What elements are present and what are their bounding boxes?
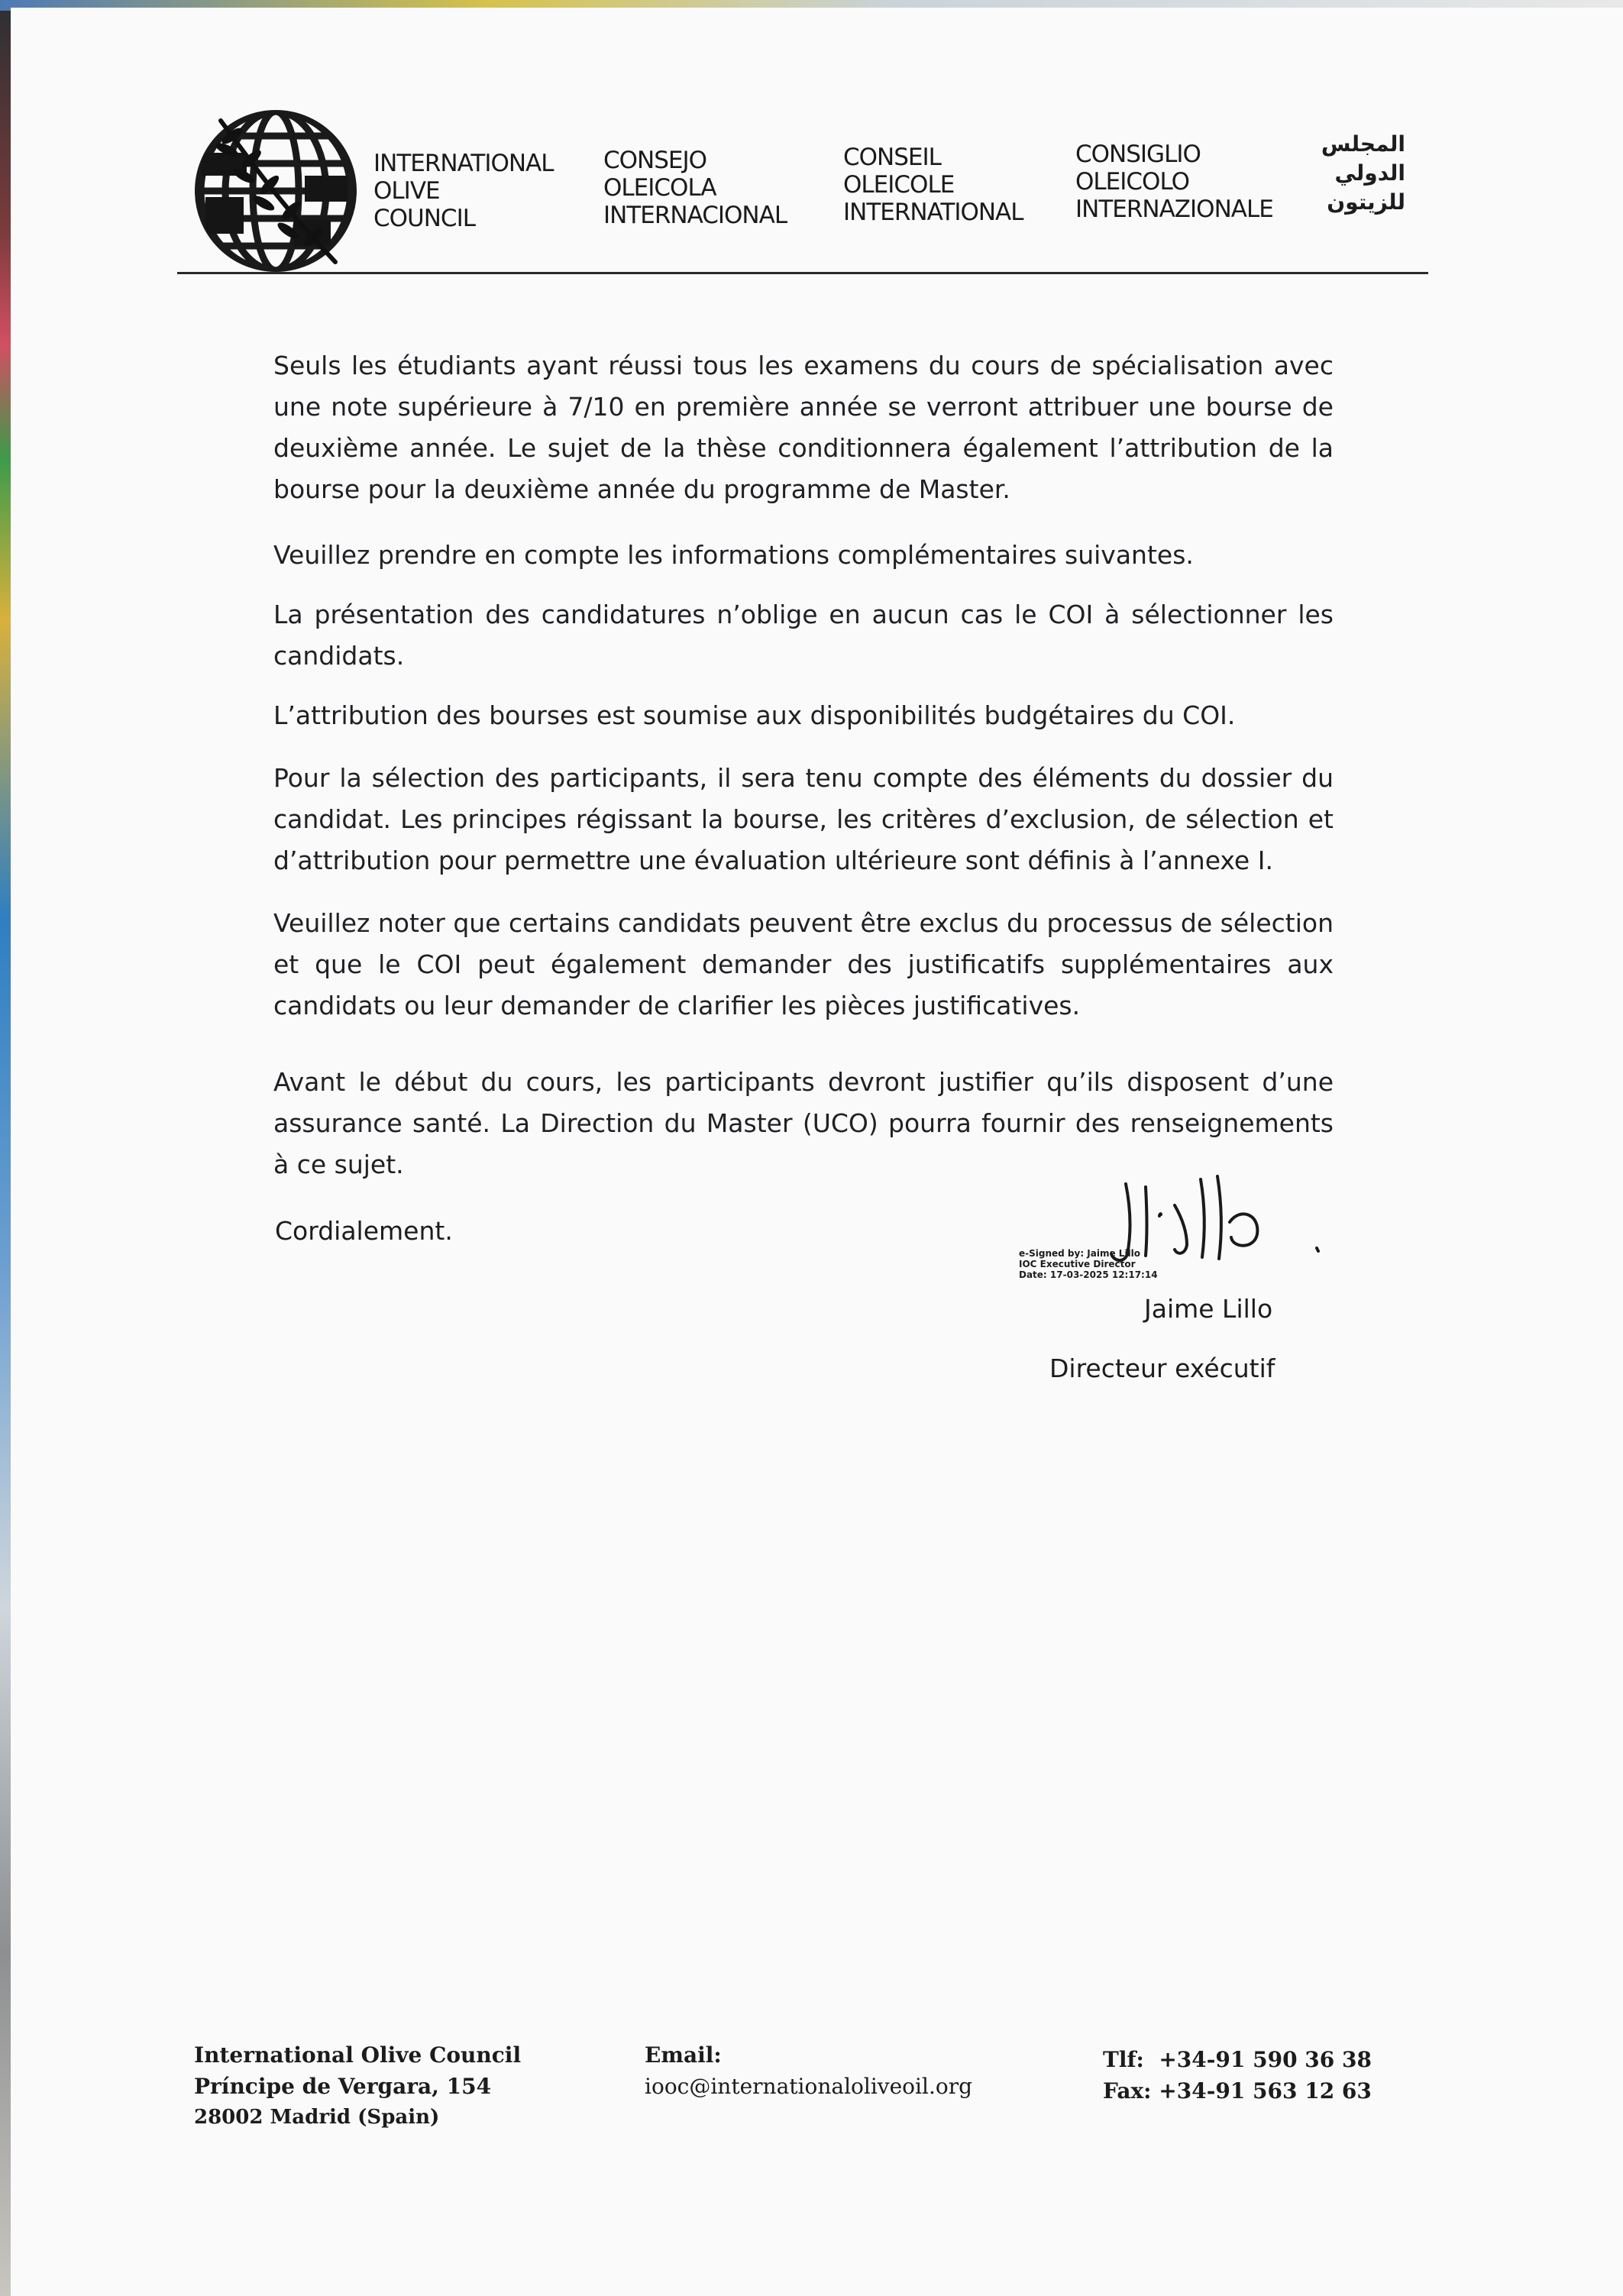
footer-email: Email: iooc@internationaloliveoil.org [645, 2042, 973, 2099]
paragraph-selection-criteria: Pour la sélection des participants, il sera tenu compte des éléments du dossier du candidat. Les principes régissant la bourse, les critères d’exclusion, de sélection et d’attribution pour permettre une évaluation ultérieure sont définis à l’annexe I. [273, 763, 1334, 875]
paragraph-no-obligation: La présentation des candidatures n’oblige en aucun cas le COI à sélectionner les candidats. [273, 600, 1334, 671]
paragraph-additional-info: Veuillez prendre en compte les informations complémentaires suivantes. [273, 540, 1194, 570]
footer-address: International Olive Council Príncipe de Vergara, 154 28002 Madrid (Spain) [194, 2042, 522, 2129]
paragraph-scholarship-conditions: Seuls les étudiants ayant réussi tous les examens du cours de spécialisation avec une note supérieure à 7/10 en première année se verront attribuer une bourse de deuxième année. Le sujet de la thèse conditionnera également l’attribution de la bourse pour la deuxième année du programme de Master. [273, 351, 1334, 504]
footer-phone-fax: Tlf: +34-91 590 36 38 Fax: +34-91 563 12 63 [1103, 2047, 1372, 2104]
desk-background-left [0, 0, 11, 2296]
header-divider [177, 272, 1428, 274]
paragraph-health-insurance: Avant le début du cours, les participants devront justifier qu’ils disposent d’une assurance santé. La Direction du Master (UCO) pourra fournir des renseignements à ce sujet. [273, 1067, 1334, 1179]
header-italian-name: CONSIGLIO OLEICOLO INTERNAZIONALE [1075, 141, 1273, 223]
header-english-name: INTERNATIONAL OLIVE COUNCIL [373, 150, 554, 232]
closing-salutation: Cordialement. [275, 1216, 453, 1246]
signer-title: Directeur exécutif [1049, 1353, 1275, 1383]
signer-name: Jaime Lillo [1144, 1294, 1273, 1324]
paragraph-budget: L’attribution des bourses est soumise aux disponibilités budgétaires du COI. [273, 700, 1236, 730]
header-arabic-name: المجلس الدولي للزيتون [1321, 131, 1405, 215]
header-spanish-name: CONSEJO OLEICOLA INTERNACIONAL [603, 147, 787, 229]
letter-page [11, 8, 1623, 2296]
electronic-signature-stamp: e-Signed by: Jaime Lillo IOC Executive Director Date: 17-03-2025 12:17:14 [1019, 1248, 1158, 1280]
header-french-name: CONSEIL OLEICOLE INTERNATIONAL [843, 144, 1023, 226]
paragraph-exclusion: Veuillez noter que certains candidats peuvent être exclus du processus de sélection et que le COI peut également demander des justificatifs supplémentaires aux candidats ou leur demander de clarifier les pièces justificatives. [273, 908, 1334, 1020]
ioc-globe-logo-icon [190, 105, 358, 275]
